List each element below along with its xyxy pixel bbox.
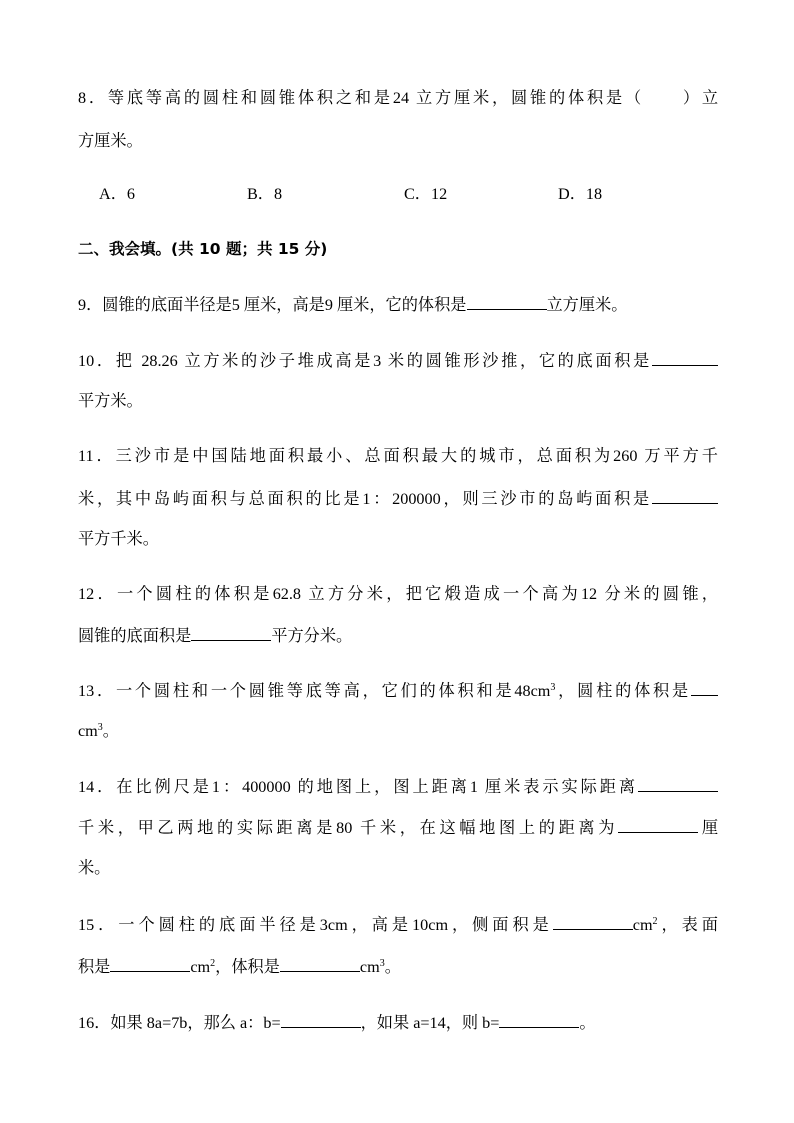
question-11-line-2: 米，其中岛屿面积与总面积的比是1：200000，则三沙市的岛屿面积是 — [78, 488, 718, 509]
question-10-line-1: 10．把 28.26 立方米的沙子堆成高是3 米的圆锥形沙推，它的底面积是 — [78, 350, 718, 371]
answer-blank[interactable] — [638, 776, 718, 792]
option-d[interactable]: D．18 — [558, 185, 603, 203]
answer-blank[interactable] — [691, 680, 718, 696]
answer-blank[interactable] — [191, 625, 271, 641]
answer-blank[interactable] — [618, 817, 698, 833]
section-heading: 二、我会填。(共 10 题；共 15 分) — [78, 240, 328, 258]
question-8-line-1: 8．等底等高的圆柱和圆锥体积之和是24 立方厘米，圆锥的体积是（ ）立 — [78, 89, 719, 107]
answer-blank[interactable] — [652, 350, 718, 366]
option-b[interactable]: B．8 — [247, 185, 283, 203]
question-13-line-2: $cm^3$。 — [78, 722, 119, 740]
question-15-line-2: 积是 $cm^2$，体积是 $cm^3$。 — [78, 958, 401, 976]
question-12-line-2: 圆锥的底面积是 平方分米。 — [78, 627, 353, 645]
answer-blank[interactable] — [499, 1012, 579, 1028]
answer-blank[interactable] — [553, 914, 633, 930]
option-a[interactable]: A．6 — [99, 185, 135, 203]
question-15-line-1: 15．一个圆柱的底面半径是3cm，高是10cm，侧面积是 $cm^2$，表面 — [78, 916, 718, 934]
answer-blank[interactable] — [281, 1012, 361, 1028]
question-14-line-1: 14．在比例尺是1：400000 的地图上，图上距离1 厘米表示实际距离 — [78, 776, 718, 797]
answer-blank[interactable] — [280, 956, 360, 972]
question-16: 16．如果 8a=7b，那么 a：b= ，如果 a=14，则 b= 。 — [78, 1014, 596, 1032]
question-10-line-2: 平方米。 — [78, 392, 143, 410]
answer-blank[interactable] — [467, 294, 547, 310]
question-14-line-3: 米。 — [78, 859, 111, 877]
question-13-line-1: 13．一个圆柱和一个圆锥等底等高，它们的体积和是$48cm^3$，圆柱的体积是 — [78, 680, 718, 701]
question-9: 9．圆锥的底面半径是5 厘米，高是9 厘米，它的体积是 立方厘米。 — [78, 296, 628, 314]
answer-blank[interactable] — [652, 488, 718, 504]
question-12-line-1: 12．一个圆柱的体积是62.8 立方分米，把它煅造成一个高为12 分米的圆锥， — [78, 585, 718, 603]
question-11-line-1: 11．三沙市是中国陆地面积最小、总面积最大的城市，总面积为260 万平方千 — [78, 447, 718, 465]
answer-blank[interactable] — [110, 956, 190, 972]
question-8-line-2: 方厘米。 — [78, 132, 143, 150]
option-c[interactable]: C．12 — [404, 185, 448, 203]
question-14-line-2: 千米，甲乙两地的实际距离是80 千米，在这幅地图上的距离为 厘 — [78, 819, 719, 837]
question-11-line-3: 平方千米。 — [78, 530, 159, 548]
